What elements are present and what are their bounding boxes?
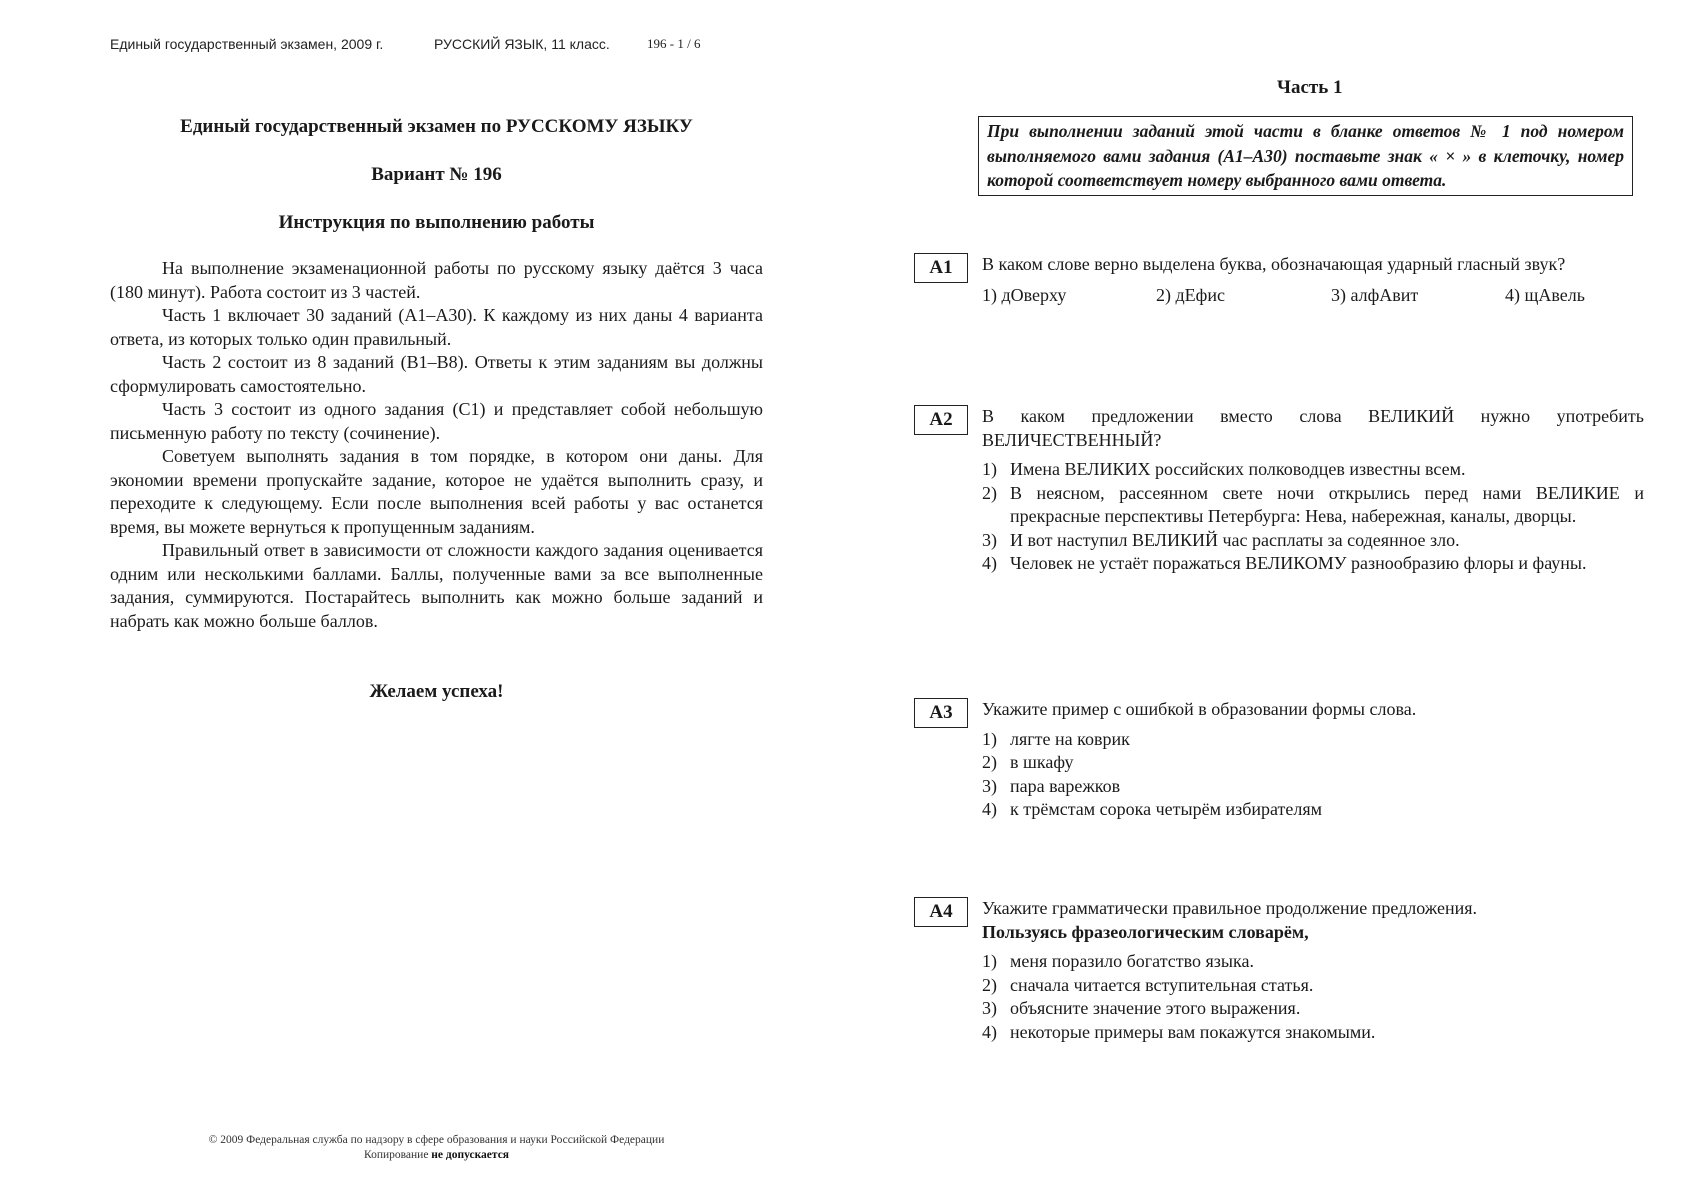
option-number: 1) [982, 284, 997, 305]
option-number: 4) [982, 553, 997, 573]
answer-instruction-box: При выполнении заданий этой части в бланке ответов № 1 под номером выполняемого вами задания (А1–А30) поставьте знак « × » в клеточку, номер которой соответствует номеру выбранного вами ответа. [978, 116, 1633, 196]
instruction-paragraph: Часть 3 состоит из одного задания (С1) и представляет собой небольшую письменную работу по тексту (сочинение). [110, 399, 763, 443]
option-text: щАвель [1524, 284, 1585, 305]
answer-options [982, 458, 1644, 576]
footer-copy-notice [110, 1148, 763, 1163]
option-number: 2) [982, 974, 997, 995]
option-text: сначала читается вступительная статья. [1010, 974, 1314, 995]
option-text: пара варежков [1010, 775, 1121, 796]
option-text: некоторые примеры вам покажутся знакомыми. [1010, 1021, 1376, 1042]
instruction-text [110, 257, 763, 633]
task-number: А2 [914, 405, 968, 435]
header-page-number: 196 - 1 / 6 [647, 36, 701, 51]
option-number: 4) [982, 799, 997, 819]
option-text: В неясном, рассеянном свете ночи открылись перед нами ВЕЛИКИЕ и прекрасные перспективы Петербурга: Нева, набережная, каналы, дворцы. [1010, 482, 1644, 526]
answer-option [982, 798, 1644, 822]
exam-title: Единый государственный экзамен по РУССКОМУ ЯЗЫКУ [180, 116, 693, 137]
option-number: 3) [982, 775, 997, 796]
answer-option [982, 950, 1644, 974]
part-title: Часть 1 [1277, 77, 1343, 98]
answer-option [982, 997, 1644, 1021]
instruction-paragraph: Часть 1 включает 30 заданий (А1–А30). К каждому из них даны 4 варианта ответа, из которых только один правильный. [110, 305, 763, 349]
task-body [982, 405, 1644, 576]
task-number: А4 [914, 897, 968, 927]
option-number: 1) [982, 459, 997, 479]
task-number: А3 [914, 698, 968, 728]
option-number: 3) [982, 998, 997, 1018]
option-text: алфАвит [1350, 284, 1419, 305]
instruction-paragraph: Правильный ответ в зависимости от сложности каждого задания оценивается одним или несколькими баллами. Баллы, полученные вами за все выполненные задания, суммируются. Постарайтесь выполнить как можно больше заданий и набрать как можно больше баллов. [110, 540, 763, 631]
option-number: 1) [982, 951, 997, 971]
task-body [982, 698, 1644, 822]
task-question: В каком предложении вместо слова ВЕЛИКИЙ нужно употребить ВЕЛИЧЕСТВЕННЫЙ? [982, 406, 1644, 450]
instruction-paragraph: На выполнение экзаменационной работы по русскому языку даётся 3 часа (180 минут). Работа состоит из 3 частей. [110, 258, 763, 302]
task-question: Укажите пример с ошибкой в образовании формы слова. [982, 699, 1417, 719]
answer-option [982, 728, 1644, 752]
answer-option [982, 1021, 1644, 1045]
option-number: 2) [1156, 284, 1171, 305]
option-text: И вот наступил ВЕЛИКИЙ час расплаты за содеянное зло. [1010, 529, 1460, 550]
option-number: 4) [982, 1021, 997, 1042]
option-text: дОверху [1001, 284, 1067, 305]
option-number: 3) [982, 529, 997, 550]
variant-title: Вариант № 196 [371, 164, 502, 185]
answer-option [1156, 284, 1331, 308]
footer-copyright: © 2009 Федеральная служба по надзору в сфере образования и науки Российской Федерации [208, 1134, 665, 1146]
answer-option [1505, 284, 1635, 308]
answer-option [982, 458, 1644, 482]
option-text: к трёмстам сорока четырём избирателям [1010, 799, 1323, 819]
option-text: дЕфис [1175, 284, 1225, 305]
instruction-title: Инструкция по выполнению работы [278, 212, 595, 233]
answer-options [982, 728, 1644, 822]
instruction-paragraph: Советуем выполнять задания в том порядке, в котором они даны. Для экономии времени пропускайте задание, которое не удаётся выполнить сразу, и переходите к следующему. Если после выполнения всей работы у вас останется время, вы можете вернуться к пропущенным заданиям. [110, 446, 763, 537]
option-number: 2) [982, 752, 997, 772]
wish-text: Желаем успеха! [369, 681, 504, 702]
option-number: 4) [1505, 284, 1520, 305]
option-number: 2) [982, 482, 997, 503]
option-text: Человек не устаёт поражаться ВЕЛИКОМУ разнообразию флоры и фауны. [1010, 553, 1587, 573]
answer-option [982, 751, 1644, 775]
answer-option [1331, 284, 1505, 308]
task-body [982, 897, 1644, 1044]
option-text: в шкафу [1010, 752, 1074, 772]
answer-option [982, 284, 1156, 308]
page-footer [110, 1133, 763, 1163]
answer-option [982, 529, 1644, 553]
footer-copy-prefix: Копирование [363, 1149, 432, 1161]
option-text: Имена ВЕЛИКИХ российских полководцев известны всем. [1010, 459, 1466, 479]
header-subject: РУССКИЙ ЯЗЫК, 11 класс. [434, 36, 610, 52]
task-question: Укажите грамматически правильное продолжение предложения. [982, 898, 1478, 918]
option-text: объясните значение этого выражения. [1010, 998, 1301, 1018]
instruction-paragraph: Часть 2 состоит из 8 заданий (В1–В8). Ответы к этим заданиям вы должны сформулировать самостоятельно. [110, 352, 763, 396]
answer-options [982, 284, 1644, 308]
header-exam-title: Единый государственный экзамен, 2009 г. [110, 36, 384, 52]
answer-option [982, 482, 1644, 529]
answer-options [982, 950, 1644, 1044]
task-body [982, 253, 1644, 307]
task-question-sentence: Пользуясь фразеологическим словарём, [982, 921, 1309, 942]
option-text: меня поразило богатство языка. [1010, 951, 1254, 971]
option-text: лягте на коврик [1010, 728, 1130, 749]
answer-option [982, 974, 1644, 998]
task-question: В каком слове верно выделена буква, обозначающая ударный гласный звук? [982, 254, 1566, 274]
option-number: 1) [982, 728, 997, 749]
footer-copy-forbidden: не допускается [431, 1149, 510, 1161]
answer-option [982, 775, 1644, 799]
option-number: 3) [1331, 284, 1346, 305]
answer-option [982, 552, 1644, 576]
task-number: А1 [914, 253, 968, 283]
